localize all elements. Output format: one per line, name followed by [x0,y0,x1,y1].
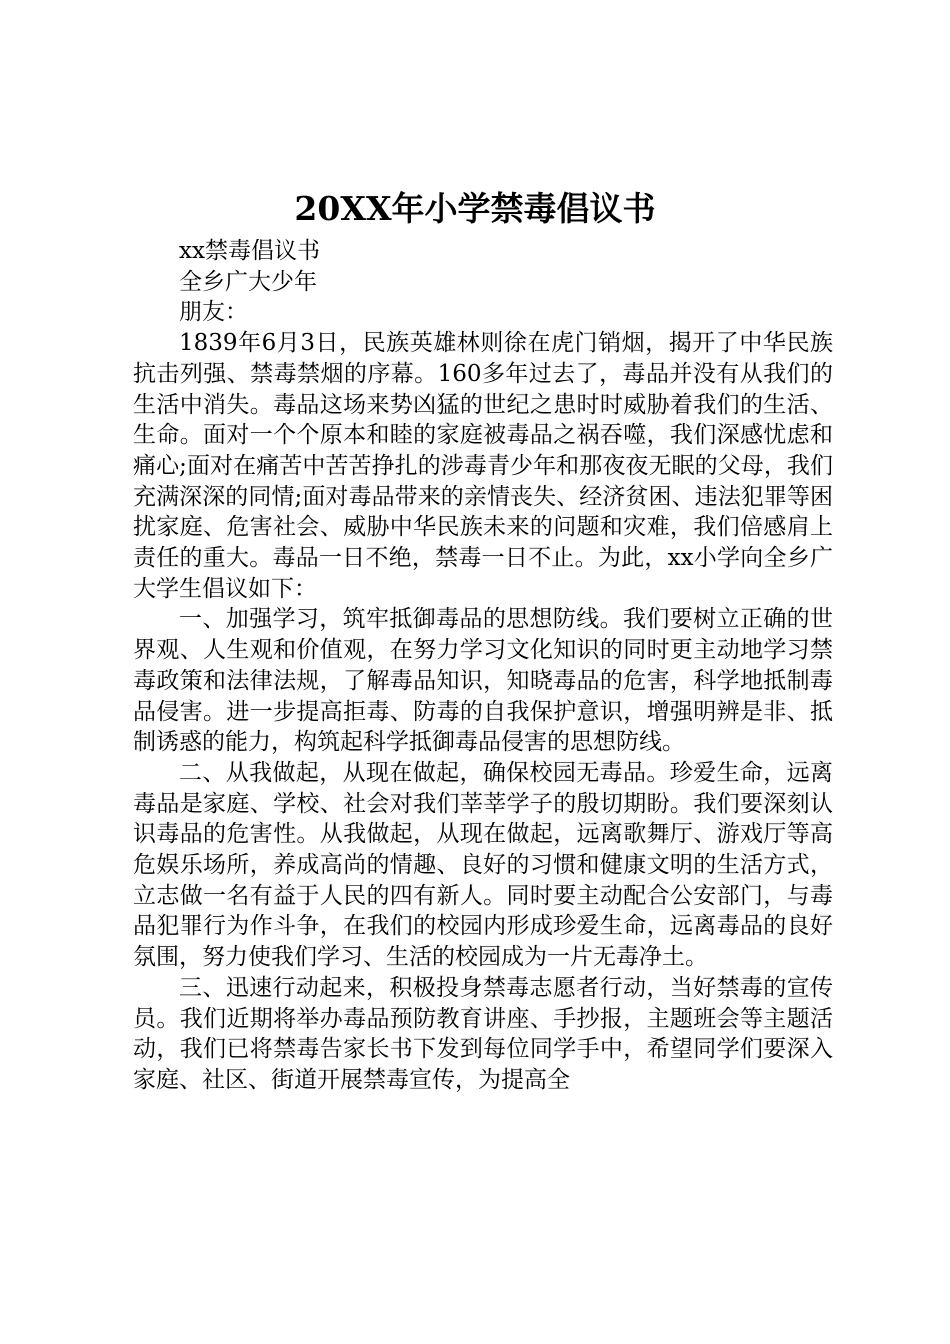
paragraph-point-1: 一、加强学习，筑牢抵御毒品的思想防线。我们要树立正确的世界观、人生观和价值观，在努力学习文化知识的同时更主动地学习禁毒政策和法律法规，了解毒品知识，知晓毒品的危害，科学地抵制毒品侵害。进一步提高拒毒、防毒的自我保护意识，增强明辨是非、抵制诱惑的能力，构筑起科学抵御毒品侵害的思想防线。 [133,606,833,756]
document-body [133,236,833,1096]
heading-line: xx禁毒倡议书 [179,238,320,264]
salutation-line-2: 朋友： [179,299,248,326]
salutation-line-1: 全乡广大少年 [179,268,317,295]
paragraph-point-2: 二、从我做起，从现在做起，确保校园无毒品。珍爱生命，远离毒品是家庭、学校、社会对我们莘莘学子的殷切期盼。我们要深刻认识毒品的危害性。从我做起，从现在做起，远离歌舞厅、游戏厅等高危娱乐场所，养成高尚的情趣、良好的习惯和健康文明的生活方式，立志做一名有益于人民的四有新人。同时要主动配合公安部门，与毒品犯罪行为作斗争，在我们的校园内形成珍爱生命，远离毒品的良好氛围，努力使我们学习、生活的校园成为一片无毒净土。 [133,759,833,971]
paragraph-intro: 1839年6月3日，民族英雄林则徐在虎门销烟，揭开了中华民族抗击列强、禁毒禁烟的序幕。160多年过去了，毒品并没有从我们的生活中消失。毒品这场来势凶猛的世纪之患时时威胁着我们的生活、生命。面对一个个原本和睦的家庭被毒品之祸吞噬，我们深感忧虑和痛心;面对在痛苦中苦苦挣扎的涉毒青少年和那夜夜无眠的父母，我们充满深深的同情;面对毒品带来的亲情丧失、经济贫困、违法犯罪等困扰家庭、危害社会、威胁中华民族未来的问题和灾难，我们倍感肩上责任的重大。毒品一日不绝，禁毒一日不止。为此，xx小学向全乡广大学生倡议如下： [133,330,833,602]
paragraph-point-3: 三、迅速行动起来，积极投身禁毒志愿者行动，当好禁毒的宣传员。我们近期将举办毒品预防教育讲座、手抄报，主题班会等主题活动，我们已将禁毒告家长书下发到每位同学手中，希望同学们要深入家庭、社区、街道开展禁毒宣传，为提高全 [133,974,833,1093]
document-title: 20XX年小学禁毒倡议书 [294,189,656,228]
